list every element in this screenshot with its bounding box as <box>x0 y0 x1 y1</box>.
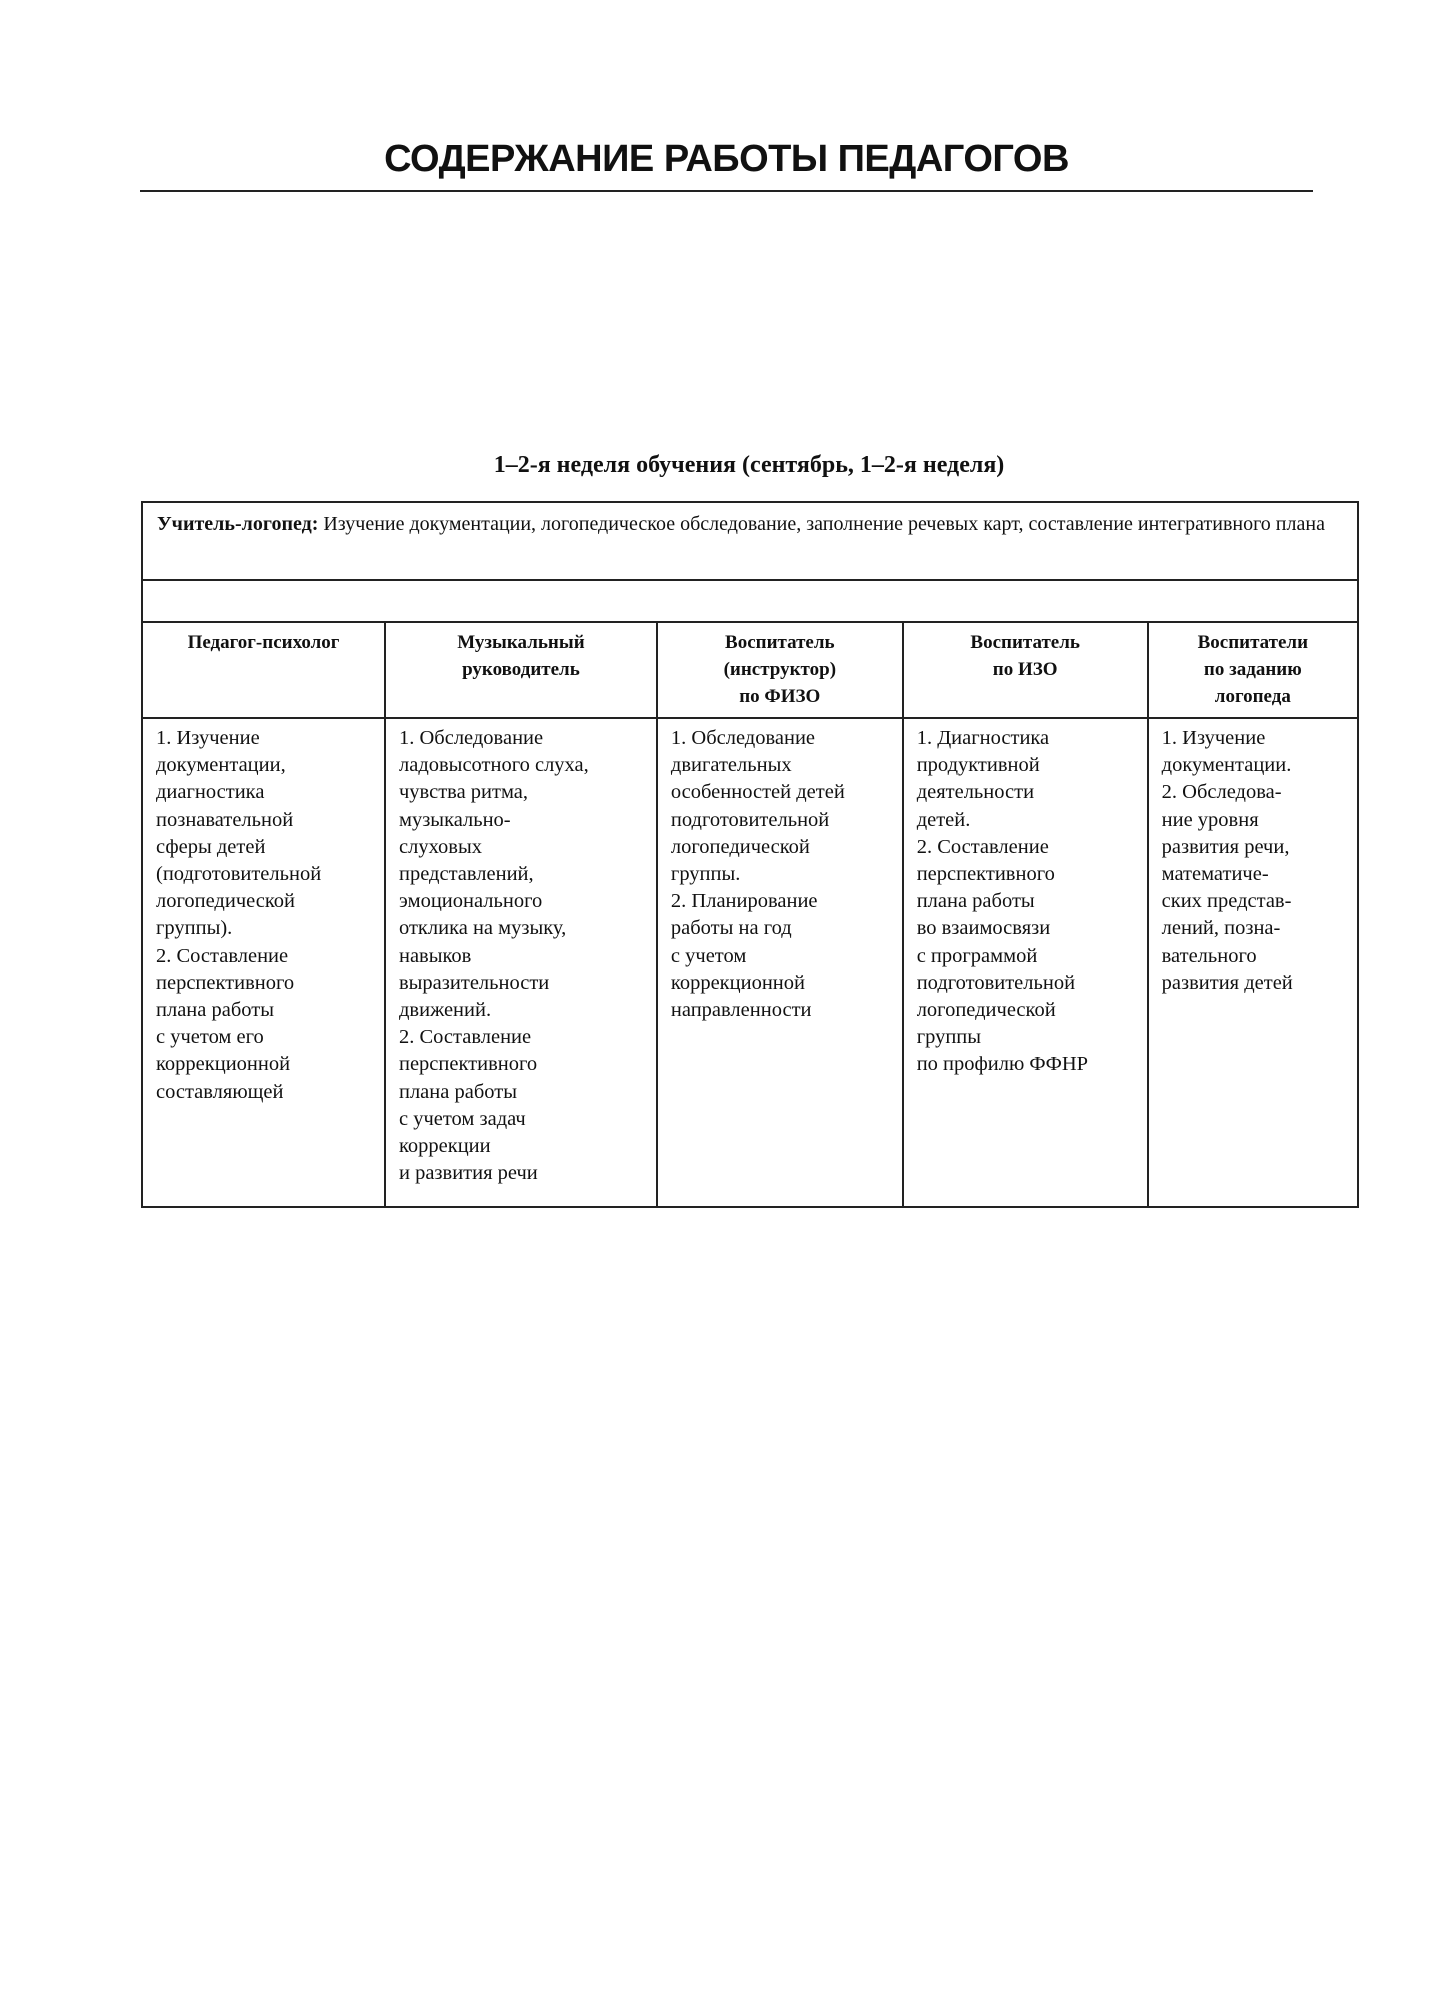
task-line: с учетом задач <box>398 1107 526 1130</box>
task-line: по профилю ФФНР <box>916 1053 1089 1076</box>
header-line: (инструктор) <box>723 659 837 680</box>
task-line: отклика на музыку, <box>398 917 567 940</box>
header-line: по заданию <box>1203 659 1302 680</box>
header-line: Музыкальный <box>457 632 585 653</box>
speech-therapist-cell <box>142 502 1358 580</box>
task-line: выразительности <box>398 971 550 994</box>
header-line: руководитель <box>462 659 580 680</box>
task-line: с учетом <box>670 944 747 967</box>
task-line: коррекционной <box>670 971 805 994</box>
speech-therapist-tasks: Изучение документации, логопедическое обследование, заполнение речевых карт, составление интегративного плана <box>323 513 1325 535</box>
task-line: 1. Диагностика <box>916 727 1050 749</box>
task-line: 2. Составление <box>916 835 1049 858</box>
task-line: подготовительной <box>916 971 1076 994</box>
task-line: логопедической <box>670 835 810 858</box>
page-header <box>140 128 1313 192</box>
speech-therapist-role: Учитель-логопед: <box>157 513 319 535</box>
page-title: СОДЕРЖАНИЕ РАБОТЫ ПЕДАГОГОВ <box>384 138 1069 180</box>
task-line: с учетом его <box>156 1026 264 1049</box>
task-line: 1. Изучение <box>156 727 260 749</box>
task-line: 1. Изучение <box>1161 727 1266 749</box>
tasks-row <box>142 718 1358 1207</box>
task-line: коррекционной <box>156 1053 291 1076</box>
task-line: направленности <box>670 999 812 1022</box>
task-line: музыкально- <box>398 808 511 831</box>
header-line: Воспитатели <box>1197 632 1309 653</box>
speech-therapist-row <box>142 502 1358 580</box>
task-line: детей. <box>916 808 971 831</box>
task-line: навыков <box>398 944 472 967</box>
task-line: (подготовительной <box>156 863 322 886</box>
task-line: ладовысотного слуха, <box>398 754 589 777</box>
task-line: логопедической <box>916 999 1056 1022</box>
task-line: группы. <box>670 863 741 886</box>
task-line: чувства ритма, <box>398 781 529 804</box>
task-line: группы). <box>156 917 233 940</box>
tasks-cell-psychologist <box>142 718 385 1207</box>
column-header-educators <box>1148 622 1358 718</box>
task-line: развития детей <box>1161 971 1293 994</box>
header-line: Воспитатель <box>725 632 835 653</box>
task-line: развития речи, <box>1161 835 1290 858</box>
teachers-work-table <box>141 501 1359 1208</box>
tasks-cell-educators <box>1148 718 1358 1207</box>
tasks-cell-art-teacher <box>903 718 1148 1207</box>
task-line: движений. <box>398 999 492 1022</box>
task-line: 1. Обследование <box>670 727 816 749</box>
tasks-cell-pe-instructor <box>657 718 903 1207</box>
task-line: двигательных <box>670 754 792 777</box>
task-line: подготовительной <box>670 808 830 831</box>
header-line: по ИЗО <box>992 659 1058 680</box>
task-line: 2. Составление <box>156 944 289 967</box>
task-line: вательного <box>1161 944 1257 967</box>
section-title: 1–2-я неделя обучения (сентябрь, 1–2-я неделя) <box>493 452 1005 478</box>
task-line: 1. Обследование <box>398 727 544 749</box>
header-line: по ФИЗО <box>739 686 821 707</box>
task-line: сферы детей <box>156 835 266 858</box>
task-line: деятельности <box>916 781 1035 804</box>
task-line: ние уровня <box>1161 808 1259 831</box>
task-line: эмоционального <box>398 890 543 913</box>
column-header-music-director <box>385 622 657 718</box>
task-line: познавательной <box>156 808 294 831</box>
task-line: диагностика <box>156 781 265 804</box>
header-line: Педагог-психолог <box>187 632 340 653</box>
task-line: логопедической <box>156 890 295 913</box>
task-line: перспективного <box>398 1053 538 1076</box>
task-line: особенностей детей <box>670 781 845 804</box>
empty-cell <box>142 580 1358 622</box>
task-line: документации. <box>1161 754 1292 777</box>
task-line: с программой <box>916 944 1038 967</box>
empty-row <box>142 580 1358 622</box>
task-line: плана работы <box>398 1080 517 1103</box>
task-line: 2. Составление <box>398 1026 532 1049</box>
column-header-pe-instructor <box>657 622 903 718</box>
header-row <box>142 622 1358 718</box>
task-line: математиче- <box>1161 863 1269 886</box>
task-line: и развития речи <box>398 1162 538 1185</box>
task-line: лений, позна- <box>1161 917 1281 940</box>
task-line: плана работы <box>916 890 1035 913</box>
task-line: коррекции <box>398 1135 491 1158</box>
task-line: 2. Обследова- <box>1161 781 1282 804</box>
task-line: продуктивной <box>916 754 1040 777</box>
task-line: ских представ- <box>1161 890 1292 913</box>
task-line: во взаимосвязи <box>916 917 1051 940</box>
task-line: составляющей <box>156 1080 284 1103</box>
task-line: группы <box>916 1026 982 1049</box>
header-line: Воспитатель <box>970 632 1080 653</box>
task-line: слуховых <box>398 835 482 858</box>
task-line: перспективного <box>156 971 295 994</box>
task-line: представлений, <box>398 863 534 886</box>
task-line: 2. Планирование <box>670 890 818 913</box>
column-header-art-teacher <box>903 622 1148 718</box>
tasks-cell-music-director <box>385 718 657 1207</box>
task-line: работы на год <box>670 917 792 940</box>
task-line: плана работы <box>156 999 274 1022</box>
header-line: логопеда <box>1214 686 1291 707</box>
task-line: документации, <box>156 754 286 777</box>
column-header-psychologist <box>142 622 385 718</box>
task-line: перспективного <box>916 863 1055 886</box>
